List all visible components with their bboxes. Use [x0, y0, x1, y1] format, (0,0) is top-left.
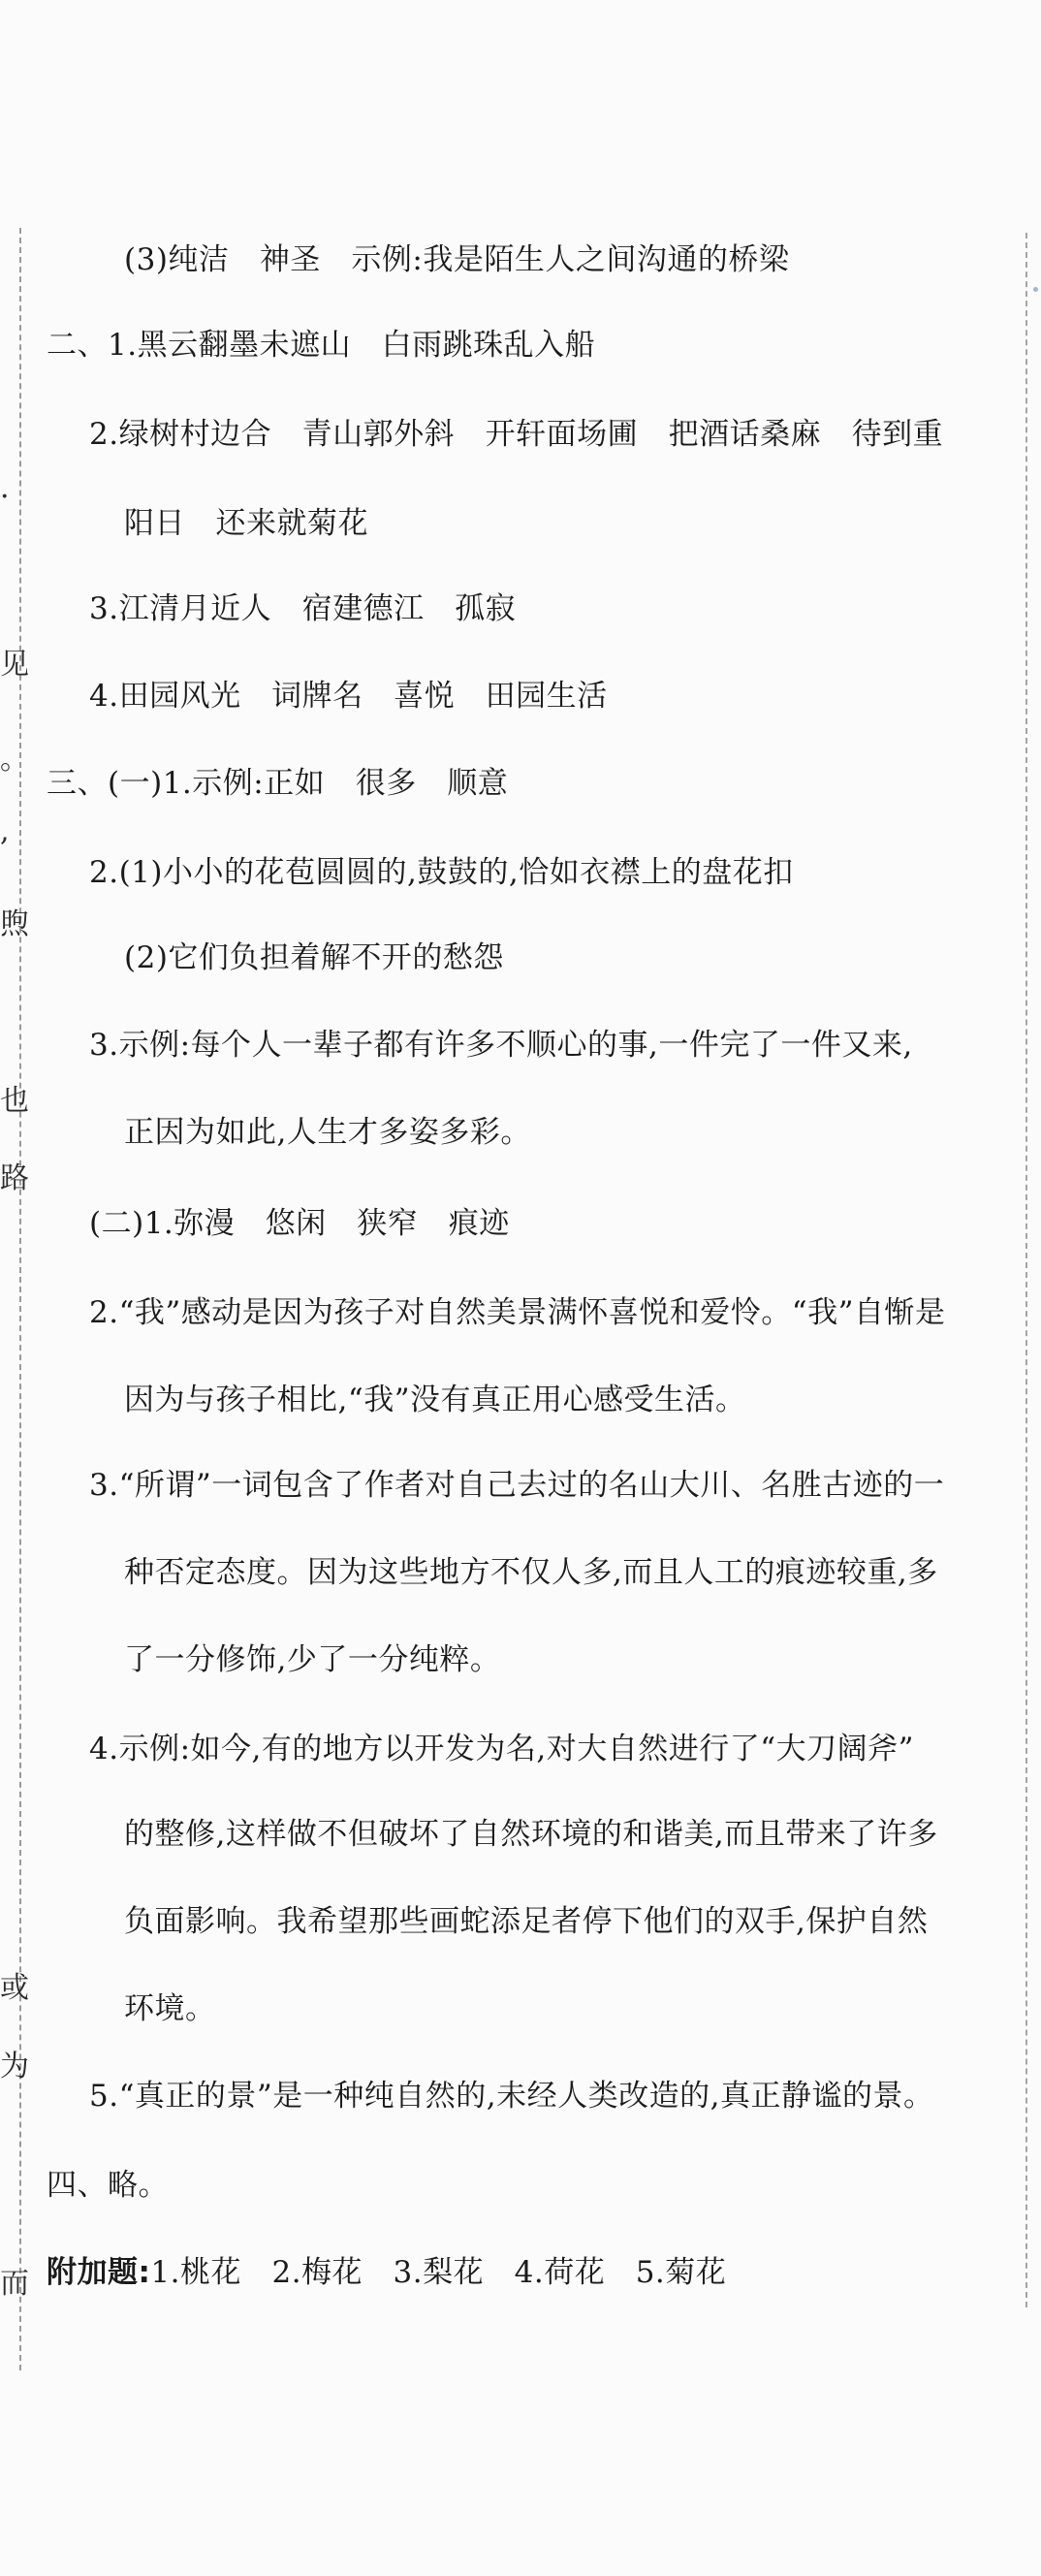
edge-glyph: 为 [0, 2050, 29, 2083]
answer-line: 正因为如此,人生才多姿多彩。 [124, 1115, 531, 1150]
edge-glyph: 。 [0, 743, 29, 777]
appendix-answers: 1.桃花 2.梅花 3.梨花 4.荷花 5.菊花 [150, 2255, 727, 2290]
answer-line: 环境。 [124, 1991, 216, 2026]
answer-line: (2)它们负担着解不开的愁怨 [124, 940, 504, 975]
answer-line: 2.绿树村边合 青山郭外斜 开轩面场圃 把酒话桑麻 待到重 [89, 417, 944, 452]
edge-glyph: 见 [0, 648, 29, 682]
section-heading-two: 二、1.黑云翻墨未遮山 白雨跳珠乱入船 [47, 328, 596, 363]
section-heading-four: 四、略。 [47, 2168, 169, 2203]
edge-glyph: 路 [0, 1161, 29, 1195]
edge-glyph: 而 [0, 2267, 29, 2301]
section-heading-three: 三、(一)1.示例:正如 很多 顺意 [47, 766, 509, 801]
edge-glyph: 也 [0, 1084, 29, 1118]
answer-line: 阳日 还来就菊花 [124, 506, 368, 541]
edge-glyph: 或 [0, 1971, 29, 2005]
answer-line: 3.“所谓”一词包含了作者对自己去过的名山大川、名胜古迹的一 [89, 1468, 945, 1503]
answer-line: 3.江清月近人 宿建德江 孤寂 [89, 591, 517, 626]
appendix-label: 附加题: [47, 2255, 151, 2290]
answer-line: 了一分修饰,少了一分纯粹。 [124, 1642, 501, 1677]
answer-line: 负面影响。我希望那些画蛇添足者停下他们的双手,保护自然 [124, 1904, 929, 1939]
appendix-line [47, 2253, 726, 2292]
edge-glyph: , [0, 814, 10, 848]
answer-line: 4.田园风光 词牌名 喜悦 田园生活 [89, 679, 608, 714]
answer-line: 2.(1)小小的花苞圆圆的,鼓鼓的,恰如衣襟上的盘花扣 [89, 855, 794, 890]
answer-line: 5.“真正的景”是一种纯自然的,未经人类改造的,真正静谧的景。 [89, 2079, 934, 2114]
answer-line: 的整修,这样做不但破坏了自然环境的和谐美,而且带来了许多 [124, 1817, 938, 1852]
answer-line: 因为与孩子相比,“我”没有真正用心感受生活。 [124, 1383, 746, 1417]
right-binding-margin [1025, 233, 1029, 2307]
answer-line: 4.示例:如今,有的地方以开发为名,对大自然进行了“大刀阔斧” [89, 1732, 914, 1766]
edge-glyph: 煦 [0, 907, 29, 941]
answer-line: 3.示例:每个人一辈子都有许多不顺心的事,一件完了一件又来, [89, 1028, 913, 1063]
answer-line: (二)1.弥漫 悠闲 狭窄 痕迹 [89, 1206, 510, 1241]
answer-line: (3)纯洁 神圣 示例:我是陌生人之间沟通的桥梁 [124, 242, 790, 277]
answer-line: 2.“我”感动是因为孩子对自然美景满怀喜悦和爱怜。“我”自惭是 [89, 1295, 946, 1330]
edge-glyph: · [0, 480, 10, 514]
edge-dot [1033, 287, 1038, 292]
answer-line: 种否定态度。因为这些地方不仅人多,而且人工的痕迹较重,多 [124, 1555, 938, 1590]
